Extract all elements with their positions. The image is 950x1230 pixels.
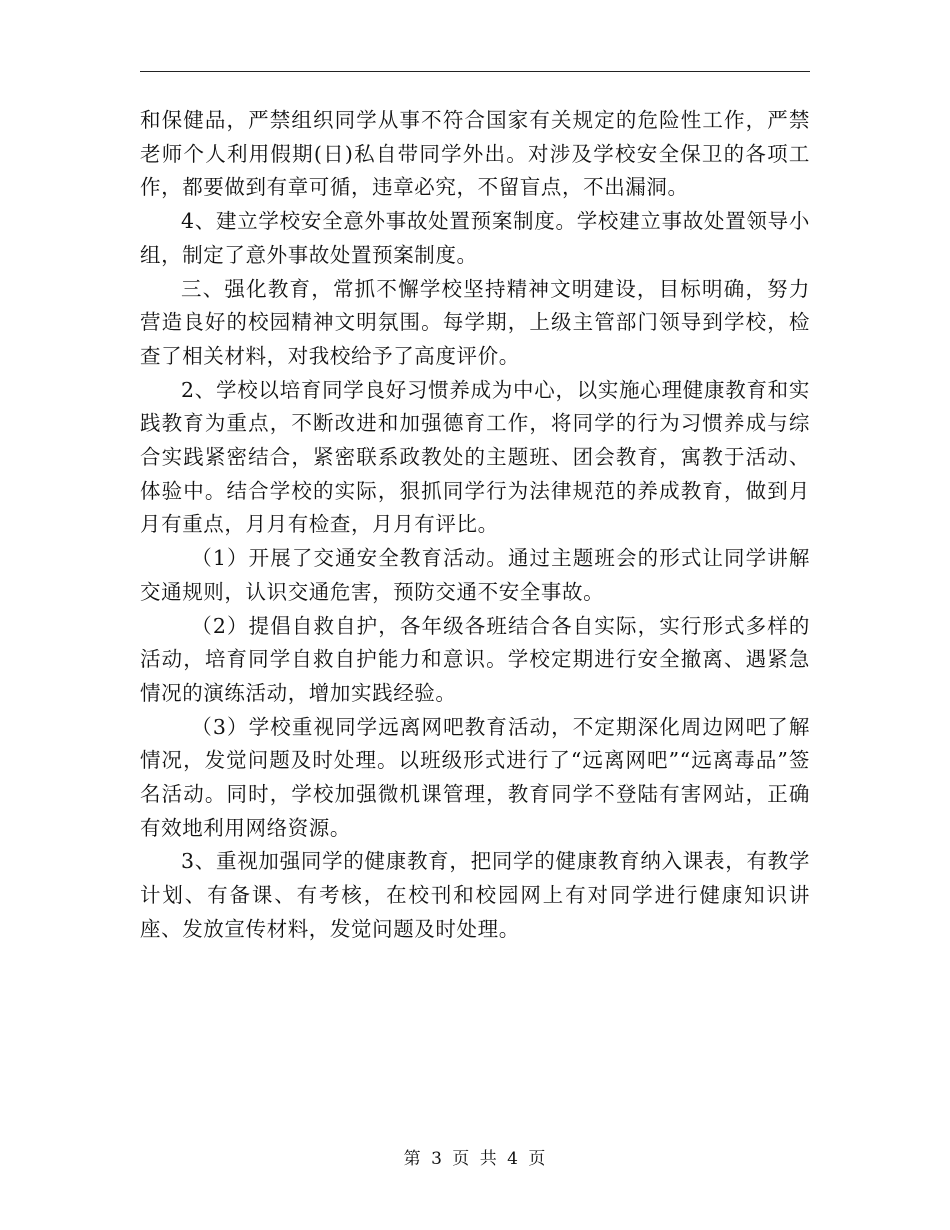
page-number-footer: 第 3 页 共 4 页 bbox=[403, 1149, 547, 1169]
paragraph-6: （2）提倡自救自护，各年级各班结合各自实际，实行形式多样的活动，培育同学自救自护能力和意识。学校定期进行安全撤离、遇紧急情况的演练活动，增加实践经验。 bbox=[140, 613, 810, 705]
paragraph-8: 3、重视加强同学的健康教育，把同学的健康教育纳入课表，有教学计划、有备课、有考核，在校刊和校园网上有对同学进行健康知识讲座、发放宣传材料，发觉问题及时处理。 bbox=[140, 849, 810, 941]
paragraph-4: 2、学校以培育同学良好习惯养成为中心，以实施心理健康教育和实践教育为重点，不断改进和加强德育工作，将同学的行为习惯养成与综合实践紧密结合，紧密联系政教处的主题班、团会教育，寓教于活动、体验中。结合学校的实际，狠抓同学行为法律规范的养成教育，做到月月有重点，月月有检查，月月有评比。 bbox=[140, 377, 810, 537]
header-rule bbox=[140, 71, 810, 72]
paragraph-3: 三、强化教育，常抓不懈学校坚持精神文明建设，目标明确，努力营造良好的校园精神文明氛围。每学期，上级主管部门领导到学校，检查了相关材料，对我校给予了高度评价。 bbox=[140, 276, 810, 368]
paragraph-5: （1）开展了交通安全教育活动。通过主题班会的形式让同学讲解交通规则，认识交通危害，预防交通不安全事故。 bbox=[140, 546, 810, 604]
paragraph-2: 4、建立学校安全意外事故处置预案制度。学校建立事故处置领导小组，制定了意外事故处置预案制度。 bbox=[140, 209, 810, 267]
paragraph-7: （3）学校重视同学远离网吧教育活动，不定期深化周边网吧了解情况，发觉问题及时处理。以班级形式进行了“远离网吧”“远离毒品”签名活动。同时，学校加强微机课管理，教育同学不登陆有害网站，正确有效地利用网络资源。 bbox=[140, 714, 810, 840]
document-body bbox=[140, 104, 810, 947]
paragraph-1: 和保健品，严禁组织同学从事不符合国家有关规定的危险性工作，严禁老师个人利用假期(日)私自带同学外出。对涉及学校安全保卫的各项工作，都要做到有章可循，违章必究，不留盲点，不出漏洞。 bbox=[140, 108, 810, 200]
